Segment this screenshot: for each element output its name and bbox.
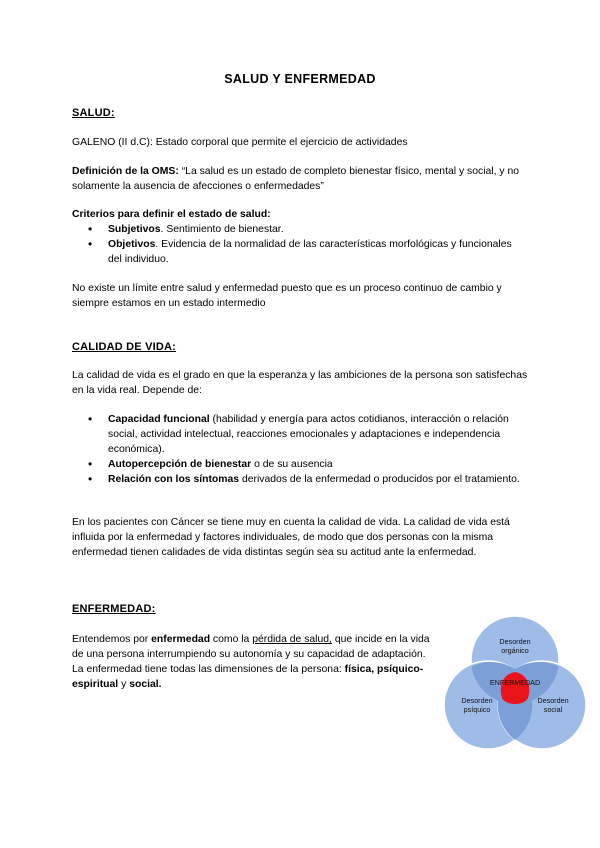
calidad-list <box>72 412 522 487</box>
venn-label-left-1: Desorden <box>461 696 493 705</box>
enfermedad-paragraph: Entendemos por enfermedad como la pérdida de salud, que incide en la vida de una persona interrumpiendo su autonomía y su capacidad de adaptación. La enfermedad tiene todas las dimensiones de la persona: física, psíquico-espiritual y social. <box>72 634 430 690</box>
section-heading-enfermedad: ENFERMEDAD: <box>72 603 156 615</box>
section-heading-salud: SALUD: <box>72 107 115 119</box>
no-limite-paragraph: No existe un límite entre salud y enfermedad puesto que es un proceso continuo de cambio y siempre estamos en un estado intermedio <box>72 283 502 309</box>
list-item: • Objetivos. Evidencia de la normalidad de las características morfológicas y funcionales del individuo. <box>72 237 522 267</box>
list-item: • Relación con los síntomas derivados de la enfermedad o producidos por el tratamiento. <box>72 472 522 487</box>
oms-paragraph <box>72 164 532 194</box>
section-heading-calidad: CALIDAD DE VIDA: <box>72 341 177 353</box>
list-item: • Subjetivos. Sentimiento de bienestar. <box>72 222 522 237</box>
venn-svg <box>440 610 590 750</box>
venn-label-right-2: social <box>543 705 563 714</box>
page-title: SALUD Y ENFERMEDAD <box>224 72 376 86</box>
galeno-text: Estado corporal que permite el ejercicio de actividades <box>152 137 408 148</box>
venn-label-top-1: Desorden <box>499 637 531 646</box>
galeno-paragraph <box>72 135 532 150</box>
venn-label-top-2: orgánico <box>501 646 529 655</box>
list-item: • Capacidad funcional (habilidad y energía para actos cotidianos, interacción o relación social, actividad intelectual, reacciones emocionales y adaptaciones e independencia económica). <box>72 412 522 457</box>
criterios-list <box>72 222 522 267</box>
venn-label-center: ENFERMEDAD <box>489 678 541 687</box>
venn-label-left-2: psíquico <box>463 705 491 714</box>
cancer-paragraph: En los pacientes con Cáncer se tiene muy en cuenta la calidad de vida. La calidad de vida está influida por la enfermedad y factores individuales, de modo que dos personas con la misma enfermedad tienen calidades de vida distintas según sea su actitud ante la enfermedad. <box>72 517 510 558</box>
criterios-label: Criterios para definir el estado de salud: <box>72 209 271 220</box>
venn-diagram <box>440 610 590 750</box>
oms-text: “La salud es un estado de completo bienestar físico, mental y social, y no solamente la ausencia de afecciones o enfermedades” <box>72 166 520 192</box>
calidad-intro: La calidad de vida es el grado en que la esperanza y las ambiciones de la persona son satisfechas en la vida real. Depende de: <box>72 370 528 396</box>
list-item: • Autopercepción de bienestar o de su ausencia <box>72 457 522 472</box>
oms-label: Definición de la OMS: <box>72 166 179 177</box>
venn-label-right-1: Desorden <box>537 696 569 705</box>
galeno-source: GALENO (II d.C): <box>72 137 153 148</box>
